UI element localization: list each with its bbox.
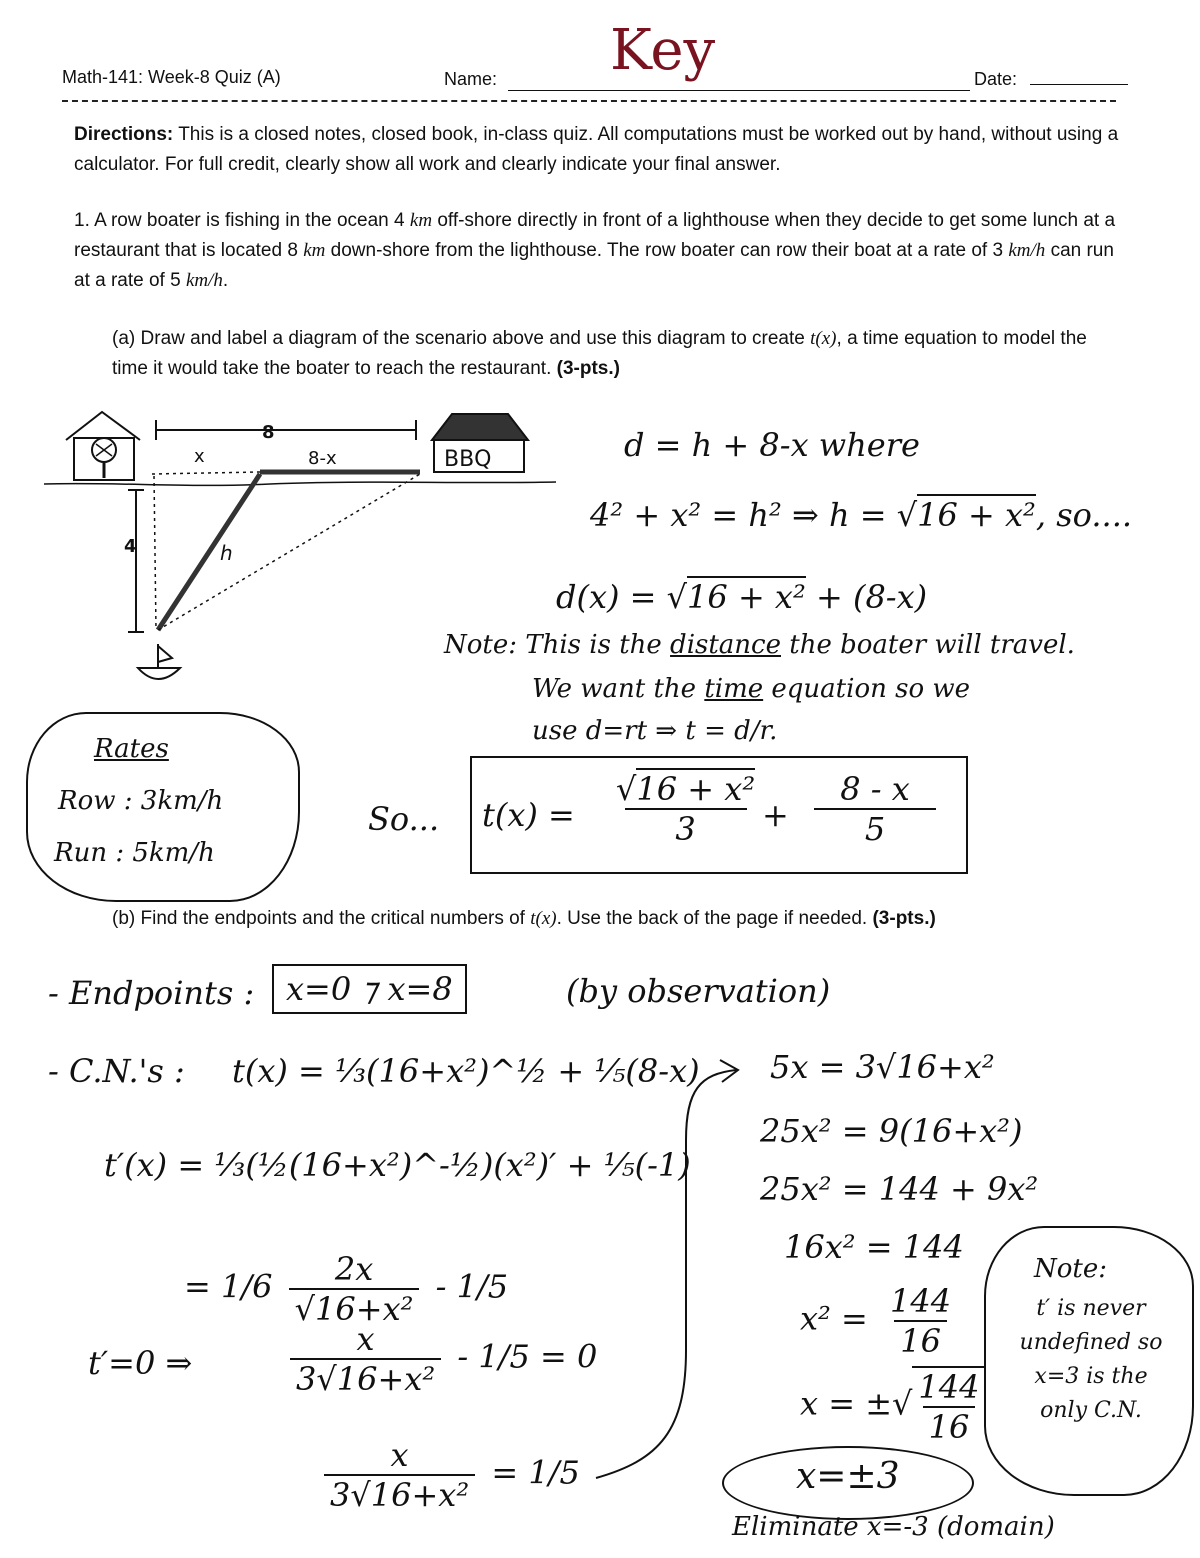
continuation-arrow bbox=[590, 1050, 760, 1490]
pythagorean-eq: 4² + x² = h² ⇒ h = √16 + x², so.... bbox=[590, 496, 1133, 534]
directions-label: Directions: bbox=[74, 124, 174, 145]
isolated-eq: $\frac{x}{\text{3√16+x²}}$ = 1/5 bbox=[318, 1436, 580, 1514]
name-line bbox=[508, 90, 970, 91]
cn-function: t(x) = ⅓(16+x²)^½ + ⅕(8-x) bbox=[232, 1052, 700, 1090]
rates-run: Run : 5km/h bbox=[54, 838, 215, 868]
date-label: Date: bbox=[974, 69, 1018, 89]
eliminate-note: Eliminate x=-3 (domain) bbox=[732, 1512, 1055, 1542]
top-length-label: 8 bbox=[262, 422, 275, 443]
note-cloud-body: t′ is never undefined so x=3 is the only C.N. bbox=[1019, 1296, 1163, 1423]
header-divider bbox=[62, 100, 1116, 102]
answer: x=±3 bbox=[796, 1456, 900, 1497]
directions-text: This is a closed notes, closed book, in-class quiz. All computations must be worked out by hand, without using a calculator. For full credit, clearly show all work and clearly indicate your final answer. bbox=[74, 124, 1119, 175]
note-line-2: We want the time equation so we bbox=[532, 674, 971, 704]
note-line-1: Note: This is the distance the boater will travel. bbox=[444, 630, 1075, 660]
step-3: 25x² = 144 + 9x² bbox=[760, 1170, 1039, 1208]
course-title: Math-141: Week-8 Quiz (A) bbox=[62, 67, 281, 87]
derivative-zero-label: t′=0 ⇒ bbox=[88, 1344, 193, 1382]
segment-x-label: x bbox=[194, 446, 205, 467]
distance-function: d(x) = √16 + x² + (8-x) bbox=[556, 578, 928, 616]
rates-cloud bbox=[26, 712, 300, 902]
endpoints-box: x=0 ⁊ x=8 bbox=[272, 964, 467, 1014]
name-value: Key bbox=[610, 18, 716, 83]
endpoints-note: (by observation) bbox=[566, 972, 831, 1010]
final-plus: + bbox=[762, 796, 789, 834]
name-label: Name: bbox=[444, 69, 498, 89]
segment-8-x-label: 8-x bbox=[308, 448, 337, 469]
row-segment bbox=[158, 474, 260, 630]
step-5: x² = $\frac{144}{16}$ bbox=[800, 1282, 952, 1360]
part-a-prompt: (a) Draw and label a diagram of the scenario above and use this diagram to create t(x), a time equation to model the time it would take the boater to reach the restaurant. (3-pts.) bbox=[112, 328, 1087, 379]
restaurant-label: BBQ bbox=[444, 447, 492, 472]
endpoints-label: - Endpoints : bbox=[48, 974, 255, 1012]
step-2: 25x² = 9(16+x²) bbox=[760, 1112, 1023, 1150]
depth-label: 4 bbox=[124, 536, 137, 557]
shoreline bbox=[44, 482, 556, 485]
part-b-prompt: (b) Find the endpoints and the critical numbers of t(x). Use the back of the page if needed. (3-pts.) bbox=[112, 908, 936, 929]
derivative-zero-eq: $\frac{x}{\text{3√16+x²}}$ - 1/5 = 0 bbox=[284, 1320, 597, 1398]
hypotenuse-label: h bbox=[220, 541, 233, 565]
final-term-1: $\frac{\text{√16 + x²}}{3}$ bbox=[616, 770, 756, 848]
step-1: 5x = 3√16+x² bbox=[770, 1048, 995, 1086]
final-lhs: t(x) = bbox=[482, 796, 575, 834]
distance-sum-eq: d = h + 8-x where bbox=[624, 426, 920, 464]
rates-row: Row : 3km/h bbox=[58, 786, 224, 816]
note-line-3: use d=rt ⇒ t = d/r. bbox=[532, 716, 778, 746]
so-label: So... bbox=[368, 800, 440, 838]
note-cloud-title: Note: bbox=[1034, 1254, 1107, 1284]
directions bbox=[74, 120, 1134, 180]
problem-1-text: 1. A row boater is fishing in the ocean 4 km off-shore directly in front of a lighthouse when they decide to get some lunch at a restaurant that is located 8 km down-shore from the lighthouse. The row boater can row their boat at a rate of 3 km/h can run at a rate of 5 km/h. bbox=[74, 210, 1116, 291]
derivative: t′(x) = ⅓(½(16+x²)^-½)(x²)′ + ⅕(-1) bbox=[104, 1146, 691, 1184]
final-time-equation-box bbox=[470, 756, 968, 874]
final-term-2: $\frac{8 - x}{5}$ bbox=[814, 770, 936, 848]
cn-label: - C.N.'s : bbox=[48, 1052, 185, 1090]
note-cloud bbox=[984, 1226, 1194, 1496]
date-line bbox=[1030, 84, 1128, 85]
boat-icon bbox=[138, 644, 180, 679]
simplified-derivative: = 1/6 $\frac{2x}{\text{√16+x²}}$ - 1/5 bbox=[184, 1250, 509, 1328]
step-6: x = ±√ $\frac{144}{16}$ bbox=[800, 1366, 991, 1446]
lighthouse-icon bbox=[66, 412, 140, 480]
step-4: 16x² = 144 bbox=[784, 1228, 964, 1266]
rates-title: Rates bbox=[94, 734, 169, 764]
